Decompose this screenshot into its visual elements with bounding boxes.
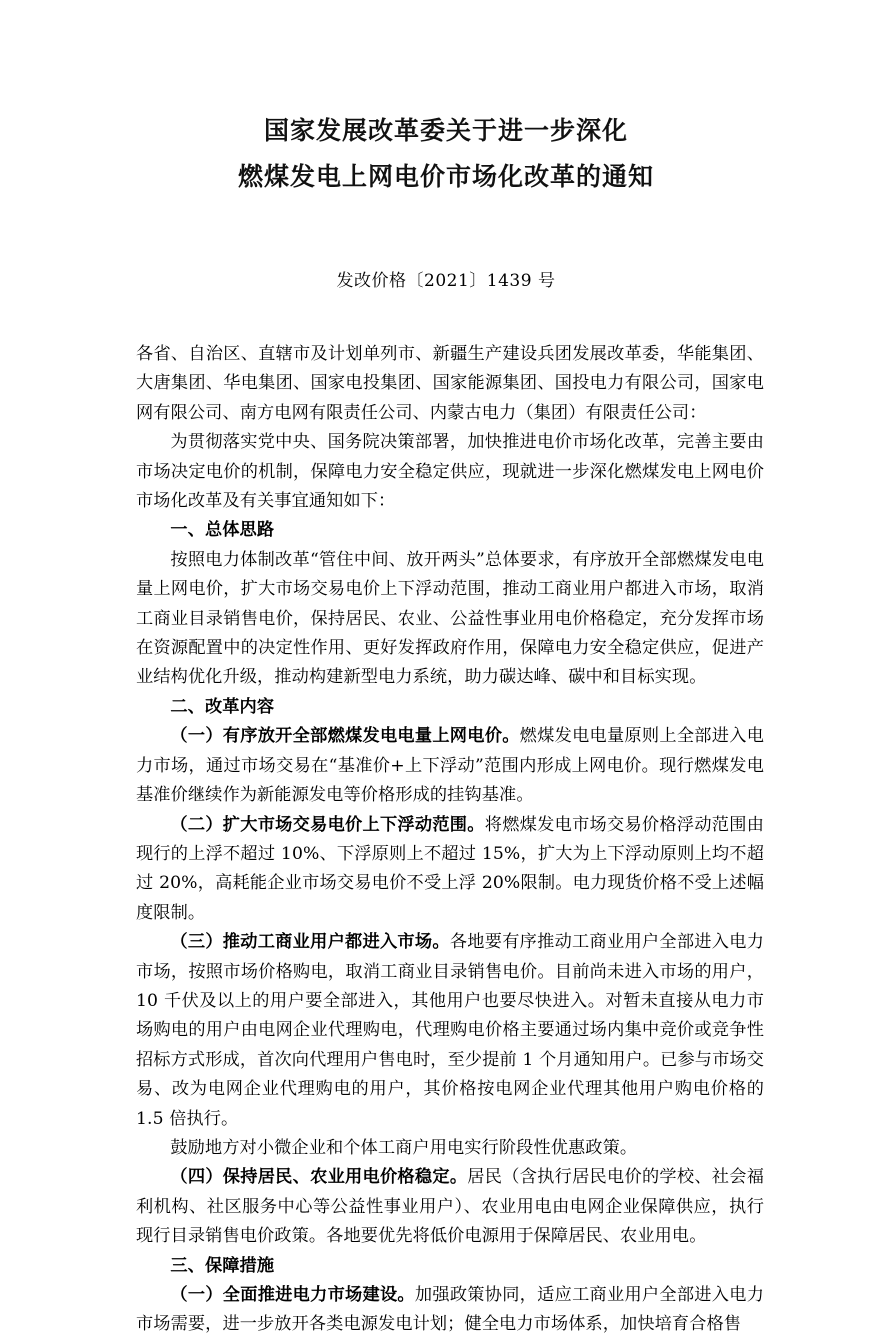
item-1-text: 燃煤发电电量原则上全部进入电力市场，通过市场交易在“基准价+上下浮动”范围内形成上网电价。现行燃煤发电基准价继续作为新能源发电等价格形成的挂钩基准。 — [136, 726, 764, 806]
heading-section-3: 三、保障措施 — [170, 1255, 275, 1276]
item-5-text: 加强政策协同，适应工商业用户全部进入电力市场需要，进一步放开各类电源发电计划；健全电力市场体系，加快培育合格售 — [136, 1285, 764, 1335]
heading-section-2: 二、改革内容 — [170, 696, 275, 717]
item-3-text: 各地要有序推动工商业用户全部进入电力市场，按照市场价格购电，取消工商业目录销售电价。目前尚未进入市场的用户，10 千伏及以上的用户要全部进入，其他用户也要尽快进入。对暂未直接从电力市场购电的用户由电网企业代理购电，代理购电价格主要通过场内集中竞价或竞争性招标方式形成，首次向代理用户售电时，至少提前 1 个月通知用户。已参与市场交易、改为电网企业代理购电的用户，其价格按电网企业代理其他用户购电价格的 1.5 倍执行。 — [136, 932, 764, 1129]
item-4-text: 居民（含执行居民电价的学校、社会福利机构、社区服务中心等公益性事业用户）、农业用电由电网企业保障供应，执行现行目录销售电价政策。各地要优先将低价电源用于保障居民、农业用电。 — [136, 1167, 765, 1247]
paragraph-item-3 — [136, 928, 764, 1134]
item-1-lead: （一）有序放开全部燃煤发电电量上网电价。 — [170, 726, 520, 747]
document-body — [136, 340, 764, 1340]
document-title — [96, 108, 796, 200]
item-2-text: 将燃煤发电市场交易价格浮动范围由现行的上浮不超过 10%、下浮原则上不超过 15%，扩大为上下浮动原则上均不超过 20%，高耗能企业市场交易电价不受上浮 20%限制。电力现货价格不受上述幅度限制。 — [136, 814, 764, 923]
document-number: 发改价格〔2021〕1439 号 — [336, 271, 556, 291]
title-line-2: 燃煤发电上网电价市场化改革的通知 — [237, 162, 654, 191]
paragraph-item-4 — [136, 1163, 764, 1251]
paragraph-item-3-extra: 鼓励地方对小微企业和个体工商户用电实行阶段性优惠政策。 — [170, 1137, 638, 1158]
item-4-lead: （四）保持居民、农业用电价格稳定。 — [170, 1167, 468, 1188]
item-3-lead: （三）推动工商业用户都进入市场。 — [170, 932, 450, 953]
paragraph-item-5 — [136, 1281, 764, 1340]
item-2-lead: （二）扩大市场交易电价上下浮动范围。 — [170, 814, 485, 835]
heading-section-1: 一、总体思路 — [170, 520, 275, 541]
paragraph-section-1-body: 按照电力体制改革“管住中间、放开两头”总体要求，有序放开全部燃煤发电电量上网电价，扩大市场交易电价上下浮动范围，推动工商业用户都进入市场，取消工商业目录销售电价，保持居民、农业、公益性事业用电价格稳定，充分发挥市场在资源配置中的决定性作用、更好发挥政府作用，保障电力安全稳定供应，促进产业结构优化升级，推动构建新型电力系统，助力碳达峰、碳中和目标实现。 — [136, 549, 764, 688]
paragraph-recipients: 各省、自治区、直辖市及计划单列市、新疆生产建设兵团发展改革委，华能集团、大唐集团、华电集团、国家电投集团、国家能源集团、国投电力有限公司，国家电网有限公司、南方电网有限责任公司、内蒙古电力（集团）有限责任公司： — [136, 344, 764, 423]
paragraph-item-2 — [136, 811, 764, 929]
item-5-lead: （一）全面推进电力市场建设。 — [170, 1285, 415, 1305]
paragraph-preamble: 为贯彻落实党中央、国务院决策部署，加快推进电价市场化改革，完善主要由市场决定电价的机制，保障电力安全稳定供应，现就进一步深化燃煤发电上网电价市场化改革及有关事宜通知如下： — [136, 432, 764, 512]
paragraph-item-1 — [136, 722, 764, 810]
title-line-1: 国家发展改革委关于进一步深化 — [263, 116, 628, 145]
